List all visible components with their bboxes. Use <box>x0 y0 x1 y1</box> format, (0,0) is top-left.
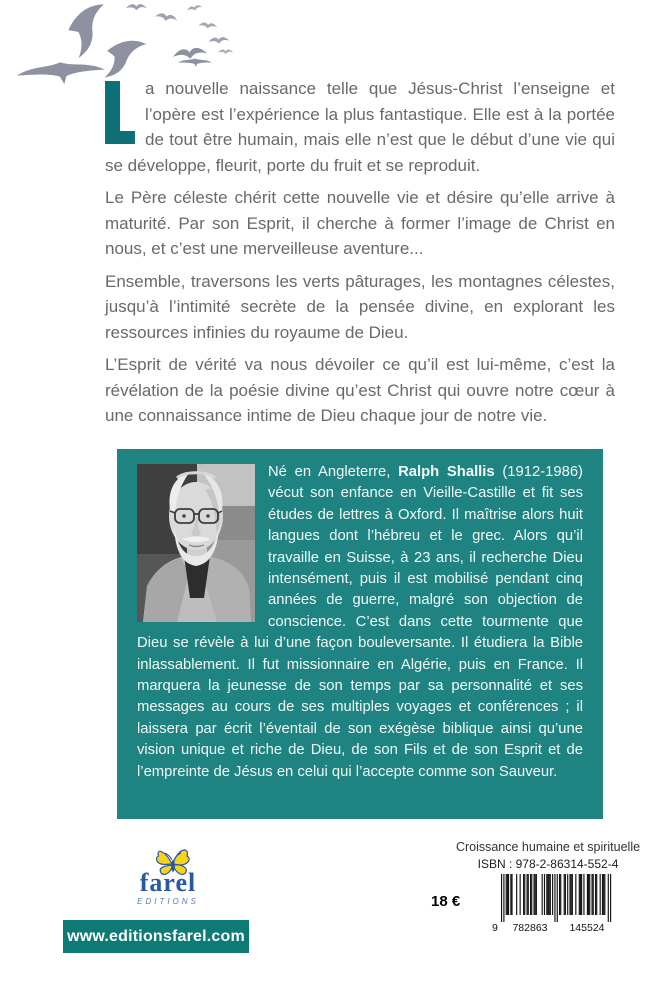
publisher-name: farel <box>139 868 197 897</box>
barcode <box>492 874 614 934</box>
barcode-digits <box>492 922 614 934</box>
isbn-label: ISBN : 978-2-86314-552-4 <box>477 857 619 871</box>
author-bio-box <box>117 449 603 819</box>
synopsis-paragraph-3: Ensemble, traversons les verts pâturages, les montagnes célestes, jusqu’à l’intimité secrète de la pensée divine, en explorant les ressources infinies du royaume de Dieu. <box>105 271 615 342</box>
synopsis-paragraph-2: Le Père céleste chérit cette nouvelle vie et désire qu’elle arrive à maturité. Par son Esprit, il cherche à former l’image de Christ en nous, et c’est une merveilleuse aventure... <box>105 188 615 258</box>
author-name: Ralph Shallis <box>398 464 495 480</box>
price-label: 18 € <box>431 893 461 910</box>
barcode-bars <box>492 874 614 924</box>
publisher-website-bar <box>63 920 249 953</box>
synopsis-paragraph-1 <box>105 76 615 178</box>
publisher-logo <box>116 845 220 906</box>
publisher-subtitle: EDITIONS <box>137 897 199 906</box>
synopsis <box>105 76 615 436</box>
barcode-digit-group-1: 9 <box>492 922 501 934</box>
category-label: Croissance humaine et spirituelle <box>455 840 641 854</box>
dropcap-letter-L <box>105 81 135 144</box>
bio-before-name: Né en Angleterre, <box>268 464 399 480</box>
barcode-digit-group-3: 145524 <box>560 922 614 934</box>
synopsis-paragraph-1-text: a nouvelle naissance telle que Jésus-Christ l’enseigne et l’opère est l’expérience la plus fantastique. Elle est à la portée de tout être humain, mais elle n’est que le début d’une vie qui se développe, fleurit, porte du fruit et se reproduit. <box>105 79 615 175</box>
synopsis-paragraph-4: L’Esprit de vérité va nous dévoiler ce qu’il est lui-même, c’est la révélation de la poésie divine qu’est Christ qui ouvre notre cœur à une connaissance intime de Dieu chaque jour de notre vie. <box>105 355 615 425</box>
barcode-digit-group-2: 782863 <box>503 922 557 934</box>
publisher-website-url: www.editionsfarel.com <box>67 927 245 945</box>
bio-after-name: (1912-1986) vécut son enfance en Vieille-Castille et fit ses études de lettres à Oxford. Il maîtrise alors huit langues dont l’hébreu et le grec. Alors qu’il travaille en Suisse, à 23 ans, il recherche Dieu intensément, puis il est mobilisé pendant cinq années de guerre, malgré son objection de conscience. C’est dans cette tourmente que Dieu se révèle à lui d’une façon bouleversante. Il étudiera la Bible inlassablement. Il fut missionnaire en Algérie, puis en France. Il marquera la jeunesse de son temps par sa personnalité et ses messages au cours de ses multiples voyages et conférences ; il laissera par écrit l’éventail de son exégèse biblique ainsi qu’une vision unique et riche de Dieu, de son Fils et de son Esprit et de l’empreinte de Jésus en celui qui l’accepte comme son Sauveur. <box>137 464 583 780</box>
author-photo <box>137 464 255 622</box>
